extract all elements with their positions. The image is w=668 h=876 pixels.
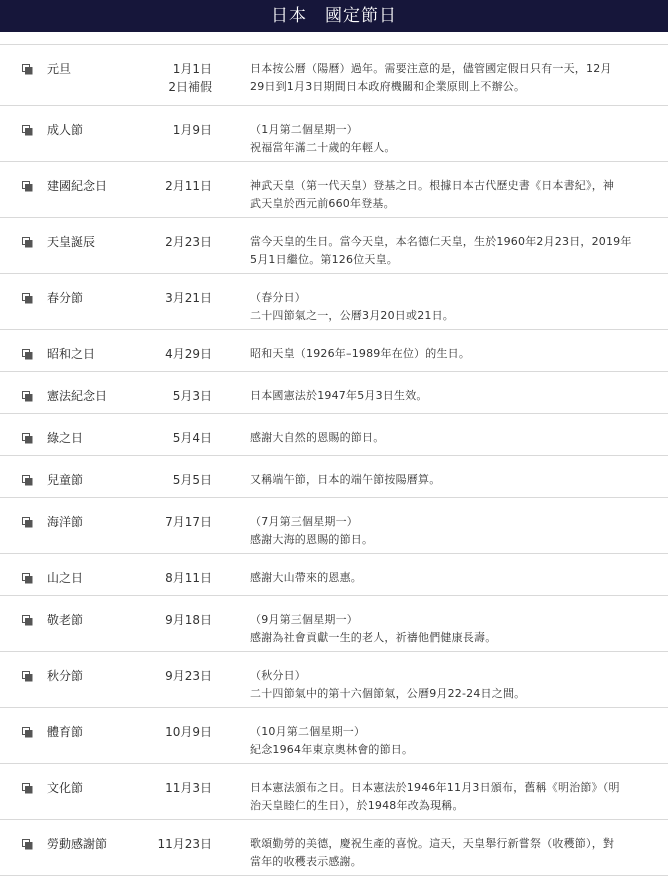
list-bullet-icon xyxy=(22,839,33,850)
holiday-date xyxy=(130,835,212,853)
holiday-date xyxy=(130,60,212,96)
holiday-description-line: 當年的收穫表示感謝。 xyxy=(250,855,362,868)
holiday-date-line: 2月11日 xyxy=(165,179,212,193)
holiday-date-line: 1月1日 xyxy=(172,62,212,76)
holiday-name: 元旦 xyxy=(47,62,72,76)
holiday-date-line: 5月3日 xyxy=(172,389,212,403)
holiday-description-line: 二十四節氣之一，公曆3月20日或21日。 xyxy=(250,309,454,322)
holiday-row xyxy=(0,652,668,708)
holiday-date-line: 3月21日 xyxy=(165,291,212,305)
list-bullet-icon xyxy=(22,517,33,528)
holiday-date-line: 5月5日 xyxy=(172,473,212,487)
holiday-name: 兒童節 xyxy=(47,473,84,487)
holiday-description-line: 感謝大海的恩賜的節日。 xyxy=(250,533,374,546)
holiday-description-line: 日本按公曆（陽曆）過年。需要注意的是，儘管國定假日只有一天，12月 xyxy=(250,62,612,75)
holiday-row xyxy=(0,596,668,652)
holiday-date-line: 10月9日 xyxy=(165,725,212,739)
holiday-description-line: 治天皇睦仁的生日），於1948年改為現稱。 xyxy=(250,799,464,812)
holiday-row xyxy=(0,106,668,162)
list-bullet-icon xyxy=(22,237,33,248)
holiday-description xyxy=(250,289,650,325)
holiday-description-line: 又稱端午節，日本的端午節按陽曆算。 xyxy=(250,473,441,486)
holiday-row xyxy=(0,218,668,274)
holiday-name: 憲法紀念日 xyxy=(47,389,108,403)
holiday-description xyxy=(250,513,650,549)
list-bullet-icon xyxy=(22,125,33,136)
holiday-description xyxy=(250,569,650,587)
page-title: 日本 國定節日 xyxy=(0,0,668,32)
holiday-name: 勞動感謝節 xyxy=(47,837,108,851)
list-bullet-icon xyxy=(22,391,33,402)
holiday-name: 成人節 xyxy=(47,123,84,137)
holiday-description xyxy=(250,429,650,447)
holiday-description-line: （10月第二個星期一） xyxy=(250,725,366,738)
holiday-name: 昭和之日 xyxy=(47,347,96,361)
holiday-date-line: 11月23日 xyxy=(157,837,212,851)
list-bullet-icon xyxy=(22,64,33,75)
holiday-date xyxy=(130,779,212,797)
holiday-date xyxy=(130,233,212,251)
holiday-description-line: （7月第三個星期一） xyxy=(250,515,358,528)
list-bullet-icon xyxy=(22,671,33,682)
holiday-date xyxy=(130,121,212,139)
list-bullet-icon xyxy=(22,783,33,794)
holiday-description-line: 昭和天皇（1926年–1989年在位）的生日。 xyxy=(250,347,471,360)
holiday-name: 建國紀念日 xyxy=(47,179,108,193)
holiday-description xyxy=(250,387,650,405)
holiday-description xyxy=(250,345,650,363)
holiday-row xyxy=(0,274,668,330)
holiday-name: 體育節 xyxy=(47,725,84,739)
holiday-date xyxy=(130,289,212,307)
holiday-name: 文化節 xyxy=(47,781,84,795)
holiday-row xyxy=(0,162,668,218)
holiday-description xyxy=(250,121,650,157)
holiday-name: 綠之日 xyxy=(47,431,84,445)
holiday-description-line: 祝福當年滿二十歲的年輕人。 xyxy=(250,141,396,154)
list-bullet-icon xyxy=(22,293,33,304)
holiday-description xyxy=(250,233,650,269)
holiday-table xyxy=(0,44,668,876)
holiday-description-line: （9月第三個星期一） xyxy=(250,613,358,626)
holiday-date-line: 2日補假 xyxy=(168,80,212,94)
holiday-description-line: 5月1日繼位。第126位天皇。 xyxy=(250,253,398,266)
holiday-description xyxy=(250,471,650,489)
holiday-row xyxy=(0,554,668,596)
holiday-row xyxy=(0,44,668,106)
list-bullet-icon xyxy=(22,727,33,738)
holiday-row xyxy=(0,414,668,456)
list-bullet-icon xyxy=(22,433,33,444)
holiday-date xyxy=(130,569,212,587)
holiday-description-line: （1月第二個星期一） xyxy=(250,123,358,136)
holiday-date xyxy=(130,429,212,447)
holiday-row xyxy=(0,456,668,498)
holiday-name: 山之日 xyxy=(47,571,84,585)
holiday-name: 敬老節 xyxy=(47,613,84,627)
holiday-date xyxy=(130,387,212,405)
holiday-description xyxy=(250,177,650,213)
holiday-description-line: 29日到1月3日期間日本政府機關和企業原則上不辦公。 xyxy=(250,80,526,93)
holiday-date-line: 5月4日 xyxy=(172,431,212,445)
holiday-description xyxy=(250,611,650,647)
holiday-description-line: 二十四節氣中的第十六個節氣，公曆9月22-24日之間。 xyxy=(250,687,526,700)
holiday-description-line: （秋分日） xyxy=(250,669,306,682)
holiday-date xyxy=(130,611,212,629)
holiday-date-line: 4月29日 xyxy=(165,347,212,361)
holiday-date-line: 9月23日 xyxy=(165,669,212,683)
list-bullet-icon xyxy=(22,615,33,626)
holiday-description xyxy=(250,835,650,871)
list-bullet-icon xyxy=(22,573,33,584)
holiday-name: 天皇誕辰 xyxy=(47,235,96,249)
holiday-description xyxy=(250,779,650,815)
holiday-description-line: 感謝大山帶來的恩惠。 xyxy=(250,571,362,584)
holiday-description-line: 日本國憲法於1947年5月3日生效。 xyxy=(250,389,428,402)
holiday-name: 秋分節 xyxy=(47,669,84,683)
holiday-description-line: 感謝大自然的恩賜的節日。 xyxy=(250,431,385,444)
holiday-date xyxy=(130,345,212,363)
holiday-date xyxy=(130,667,212,685)
holiday-row xyxy=(0,764,668,820)
holiday-description-line: 武天皇於西元前660年登基。 xyxy=(250,197,395,210)
holiday-row xyxy=(0,330,668,372)
holiday-row xyxy=(0,498,668,554)
holiday-description-line: 紀念1964年東京奧林會的節日。 xyxy=(250,743,414,756)
holiday-date-line: 8月11日 xyxy=(165,571,212,585)
holiday-name: 海洋節 xyxy=(47,515,84,529)
holiday-row xyxy=(0,372,668,414)
holiday-description-line: 日本憲法頒布之日。日本憲法於1946年11月3日頒布，舊稱《明治節》（明 xyxy=(250,781,620,794)
holiday-date xyxy=(130,177,212,195)
holiday-date-line: 2月23日 xyxy=(165,235,212,249)
holiday-description-line: 感謝為社會貢獻一生的老人，祈禱他們健康長壽。 xyxy=(250,631,497,644)
holiday-description-line: （春分日） xyxy=(250,291,306,304)
holiday-description xyxy=(250,667,650,703)
holiday-row xyxy=(0,708,668,764)
list-bullet-icon xyxy=(22,181,33,192)
holiday-date xyxy=(130,723,212,741)
holiday-date xyxy=(130,513,212,531)
holiday-date-line: 1月9日 xyxy=(172,123,212,137)
holiday-row xyxy=(0,820,668,876)
holiday-date-line: 9月18日 xyxy=(165,613,212,627)
holiday-description xyxy=(250,723,650,759)
holiday-name: 春分節 xyxy=(47,291,84,305)
holiday-description-line: 當今天皇的生日。當今天皇，本名德仁天皇，生於1960年2月23日，2019年 xyxy=(250,235,632,248)
holiday-description xyxy=(250,60,650,96)
holiday-date-line: 7月17日 xyxy=(165,515,212,529)
holiday-description-line: 歌頌勤勞的美德，慶祝生產的喜悅。這天，天皇舉行新嘗祭（收穫節），對 xyxy=(250,837,615,850)
holiday-description-line: 神武天皇（第一代天皇）登基之日。根據日本古代歷史書《日本書紀》，神 xyxy=(250,179,615,192)
list-bullet-icon xyxy=(22,475,33,486)
holiday-date-line: 11月3日 xyxy=(165,781,212,795)
list-bullet-icon xyxy=(22,349,33,360)
holiday-date xyxy=(130,471,212,489)
